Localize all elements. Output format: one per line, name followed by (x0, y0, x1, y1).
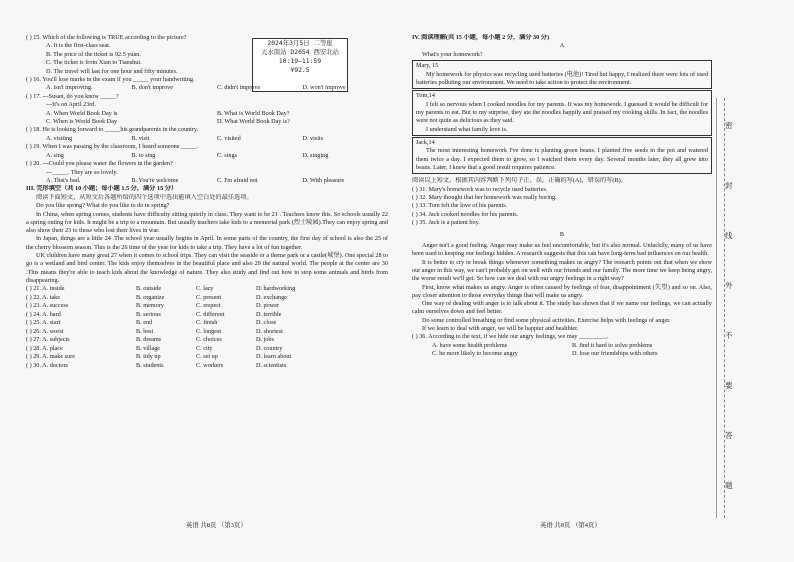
tf-question: ( ) 35. Jack is a patient boy. (412, 219, 480, 227)
passage-label: A (559, 42, 565, 50)
passage-label: B (559, 230, 565, 238)
tf-question: ( ) 32. Mary thought that her homework was really boring. (412, 194, 557, 202)
passage-title: What's your homework? (422, 50, 483, 58)
page-footer: 英语 共8页 （第3页） (186, 522, 247, 529)
dialog-line: ---_____. They are so lovely. (46, 168, 118, 176)
option: ( ) 30. A. doctors (26, 361, 68, 369)
question-19: ( ) 19. When I was passing by the classroom, I heard someone _____. (26, 143, 199, 151)
option: C. I'm afraid not (217, 176, 258, 184)
option: D. scientists (256, 361, 287, 369)
options-17 (26, 110, 388, 118)
option: C. workers (196, 361, 224, 369)
option: B. village (136, 344, 161, 352)
passage-paragraph: It is better to cry or break things whenever something makes us angry? The research points out that when we show our anger in this way, we can't probably get on well with our friends and our family. The more time we keep being angry, the worse result we'll get. So how can we deal with our angry feelings in a right way? (412, 258, 712, 283)
option: D. The travel will last for one hour and fifty minutes. (46, 67, 178, 75)
option: A. That's bad. (46, 176, 81, 184)
option: D. power (256, 302, 280, 310)
seal-sidebar (716, 98, 743, 518)
question-15: ( ) 15. Which of the following is TRUE according to the picture? (26, 34, 187, 41)
ticket-line: 10:19—11:59 (278, 57, 322, 65)
option: A. isn't improving. (46, 84, 93, 92)
option: C. set up (196, 353, 218, 361)
options-36 (412, 342, 712, 350)
ticket-line: 天水南站 D2654 西安北站 (260, 48, 340, 56)
option: C. choices (196, 336, 222, 344)
question-18: ( ) 18. He is looking forward to _____his grandparents in the country. (26, 126, 199, 134)
seal-char: 外 (725, 281, 733, 290)
option: B. end (136, 319, 153, 327)
option: A. When World Book Day is (46, 109, 118, 117)
option: A. sing (46, 151, 64, 159)
option: ( ) 23. A. success (26, 302, 69, 310)
question-20: ( ) 20. ---Could you please water the flowers in the garden? (26, 160, 173, 168)
option: B. dreams (136, 336, 162, 344)
option: D. With pleasure (302, 176, 345, 184)
option: B. tidy up (136, 353, 161, 361)
option: C. respect (196, 302, 221, 310)
section-heading: IV. 阅读理解(共 15 小题，每小题 2 分，满分 30 分) (412, 34, 550, 41)
option: C. different (196, 310, 225, 318)
option: C. didn't improve (217, 84, 261, 92)
passage-paragraph: One way of dealing with anger is to talk about it. The study has shown that if we name our feelings, we can actually calm ourselves down and feel better. (412, 300, 712, 316)
option: B. The price of the ticket is 92.5 yuan. (46, 50, 141, 58)
option: C. sings (217, 151, 237, 159)
option: D. jobs (256, 336, 274, 344)
option: A. have some health problems (432, 341, 508, 349)
right-column (412, 34, 712, 359)
option: C. be more likely to become angry (432, 350, 518, 358)
question-16: ( ) 16. You'll lose marks in the exam if you _____ your handwriting. (26, 76, 195, 84)
option: D. lose our friendships with others (572, 350, 658, 358)
word-bank (26, 285, 388, 370)
option: C. present (196, 293, 222, 301)
option: D. singing (302, 151, 329, 159)
option: ( ) 22. A. take (26, 293, 61, 301)
option: ( ) 25. A. start (26, 319, 61, 327)
author-text: I understand what family love is. (426, 125, 508, 133)
option: B. serious (136, 310, 161, 318)
option: B. organize (136, 293, 165, 301)
jack-box (412, 137, 712, 174)
option: D. terrible (256, 310, 282, 318)
passage-paragraph: If we learn to deal with anger, we will be happier and healthier. (422, 325, 579, 333)
options-16 (26, 84, 388, 92)
question-17: ( ) 17. ---Susan, do you know _____? (26, 92, 119, 100)
seal-char: 题 (725, 481, 733, 490)
option: D. hardworking (256, 285, 296, 293)
option: C. visited (217, 134, 241, 142)
tf-question: ( ) 33. Tom felt the love of his parents. (412, 202, 508, 210)
option: ( ) 21. A. inside (26, 285, 65, 293)
seal-char: 封 (725, 181, 733, 190)
passage-paragraph: UK children have many great 27 when it comes to school trips. They can visit the seaside or a theme park or a castle(城堡). One special 28 to go is a wetland and bird center. The kids enjoy themselves in the beautiful place and also 29 the natural world. The people at the center are 30 .This means they're able to teach kids about the knowledge of nature. They also study and find out how to stop some animals and birds from disappearing. (26, 252, 388, 284)
option: B. What is World Book Day? (217, 109, 290, 117)
seal-char: 要 (725, 381, 733, 390)
option: B. don't improve (131, 84, 174, 92)
section-instruction: 阅读下面短文，从短文后各题所给的四个选项中选出能填入空白处的最佳选项。 (36, 193, 253, 201)
option: B. students (136, 361, 164, 369)
author-text: The most interesting homework I've done is planting green beans. I planted five seeds in the pot and watered them twice a day. I expected them to grow, so I watched them every day. Several months later, they all grew into beans. Later, I knew that a good result requires patience. (416, 147, 708, 171)
author-name: Mary, 15 (416, 62, 439, 70)
options-18 (26, 135, 388, 143)
seal-char: 密 (725, 121, 733, 130)
passage-paragraph: In China, when spring comes, students have difficulty sitting quietly in class. They want to be 21 . Teachers know this. So schools usually 22 a spring outing for kids. It might be a trip to a mountain. But usually teachers take kids to a memorial park (烈士陵园).They can enjoy spring and also show their 23 to those who lost their lives in war. (26, 210, 388, 235)
option: C. The ticket is from Xian to Tianshui. (46, 59, 142, 67)
option: C. longest (196, 327, 222, 335)
section-instruction: 阅读以上短文，根据其内容判断下列句子正、误，正确的写(A)，错误的写(B)。 (412, 177, 627, 185)
passage-paragraph: First, know what makes us angry. Anger is often caused by feelings of fear, disappointment (失望) and so on. Also, pay closer attention to those everyday things that will make us angry. (412, 283, 712, 299)
option: B. memory (136, 302, 164, 310)
option: C. city (196, 344, 213, 352)
passage-intro: Do you like spring? What do you like to do in spring? (36, 202, 170, 210)
option: A. It is the first-class seat. (46, 42, 111, 50)
ticket-price: ¥92.5 (290, 66, 310, 74)
author-text: My homework for physics was recycling used batteries (电池)! Tired but happy, I realized there were lots of used batteries polluting our environment. We need to take action to protect the environment. (416, 70, 708, 86)
page-footer: 英语 共8页 （第4页） (540, 522, 601, 529)
option: D. shortest (256, 327, 283, 335)
option: C. finish (196, 319, 218, 327)
option: B. to sing (131, 151, 156, 159)
option: D. visits (302, 134, 324, 142)
ticket-line: 2024年3月5日 二等座 (267, 39, 333, 47)
option: D. close (256, 319, 277, 327)
option: D. exchange (256, 293, 287, 301)
seal-char: 线 (725, 231, 733, 240)
option: D. country (256, 344, 283, 352)
option: ( ) 26. A. worst (26, 327, 64, 335)
tom-box (412, 90, 712, 136)
option: D. won't improve (302, 84, 346, 92)
author-name: Tom,14 (416, 92, 435, 100)
author-name: Jack,14 (416, 138, 435, 146)
tf-question: ( ) 34. Jack cooked noodles for his parents. (412, 210, 519, 218)
seal-char: 答 (725, 431, 733, 440)
option: C. When is World Book Day (46, 118, 118, 126)
option: B. find it hard to solve problems (572, 341, 653, 349)
dialog-line: ---It's on April 23rd. (46, 101, 96, 109)
author-text: I felt so nervous when I cooked noodles for my parents. It was my homework. I guessed it would be difficult for my parents to eat. But to my surprise, they ate the noodles happily and praised my cooking skills. In fact, the noodles were not quite as delicious as they said. (416, 100, 708, 125)
options-19 (26, 152, 388, 160)
option: C. lazy (196, 285, 214, 293)
mary-box (412, 60, 712, 89)
option: ( ) 28. A. place (26, 344, 63, 352)
passage-paragraph: Do some controlled breathing or find some physical activities. Exercise helps with feelings of anger. (422, 316, 671, 324)
option: B. visit (131, 134, 150, 142)
question-36: ( ) 36. According to the text, if we hide our angry feelings, we may _________. (412, 333, 609, 341)
seal-char: 不 (725, 331, 733, 340)
options-20 (26, 177, 388, 185)
option: A. visiting (46, 134, 73, 142)
option: B. You're welcome (131, 176, 179, 184)
section-heading: III. 完形填空（共 10 小题；每小题 1.5 分，满分 15 分） (26, 185, 178, 193)
passage-paragraph: Anger isn't a good feeling. Anger may make us feel uncomfortable, but it's also normal. Unluckily, many of us have been used to keeping our feelings hidden. A research suggests that this can have long-term bad influences on our health. (412, 242, 712, 258)
option: ( ) 27. A. subjects (26, 336, 70, 344)
options-36b (412, 350, 712, 358)
option: ( ) 29. A. make sure (26, 353, 75, 361)
options-17b (26, 118, 388, 126)
option: B. best (136, 327, 154, 335)
option: D. learn about (256, 353, 292, 361)
left-column (26, 34, 388, 370)
tf-question: ( ) 31. Mary's homework was to recycle used batteries. (412, 185, 548, 193)
option: ( ) 24. A. hard (26, 310, 61, 318)
passage-paragraph: In Japan, things are a little 24 .The school year usually begins in April. In some parts of the country, the first day of school is also the 25 of the cherry blossom season. This is the 26 time of the year for kids to take a trip. They have a lot of fun together. (26, 235, 388, 251)
option: B. outside (136, 285, 162, 293)
option: D. What World Book Day is? (217, 118, 290, 126)
